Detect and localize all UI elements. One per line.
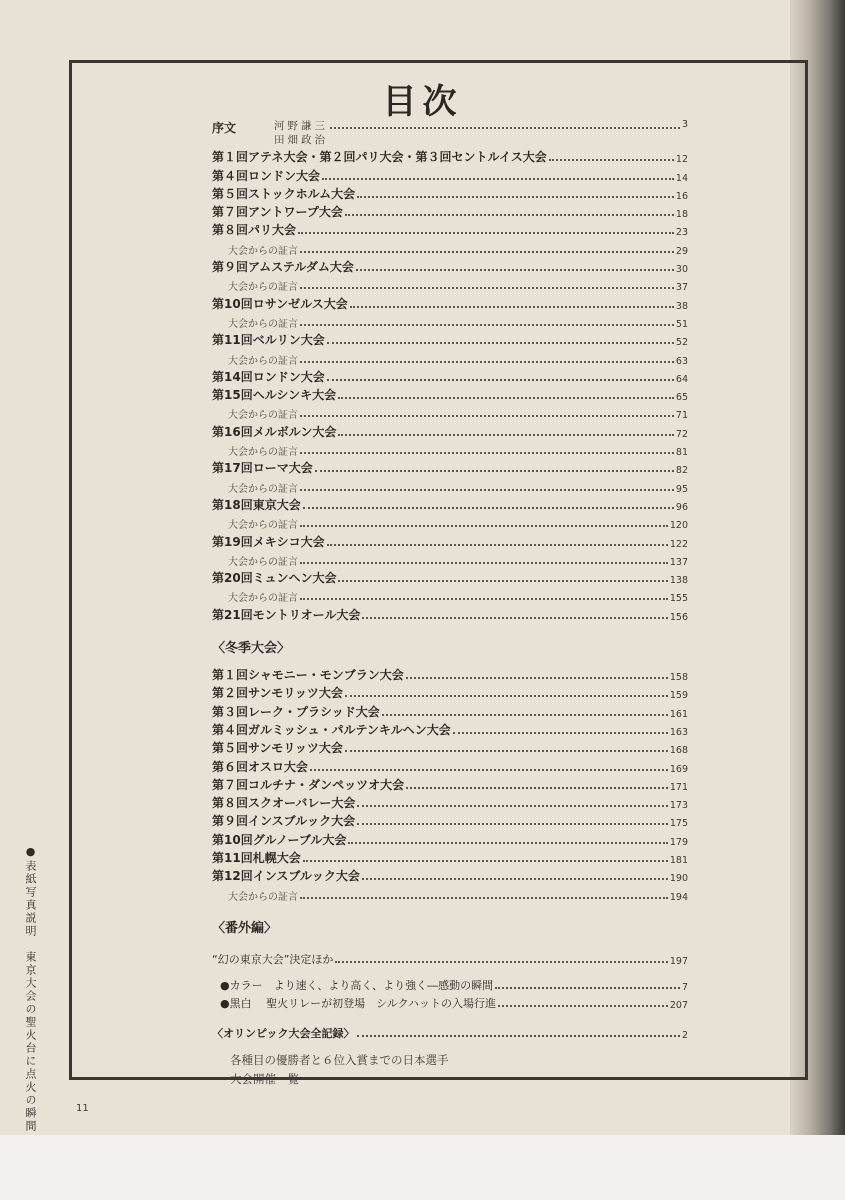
leader-dots <box>322 178 674 180</box>
extra-item-page: 197 <box>669 955 688 967</box>
leader-dots <box>357 196 674 198</box>
winter-games-page: 168 <box>669 745 688 757</box>
summer-games-row <box>212 604 688 622</box>
leader-dots <box>362 617 668 619</box>
leader-dots <box>300 251 674 253</box>
summer-games-page: 14 <box>675 172 688 184</box>
summer-games-page: 18 <box>675 209 688 221</box>
winter-games-row <box>212 811 688 829</box>
winter-games-label: 第３回レーク・プラシッド大会 <box>212 704 380 719</box>
leader-dots <box>338 397 674 399</box>
leader-dots <box>327 544 668 546</box>
summer-games-page: 64 <box>675 373 688 385</box>
testimony-label: 大会からの証言 <box>228 410 298 422</box>
photo-section-list <box>212 975 688 1012</box>
leader-dots <box>330 127 680 129</box>
winter-games-label: 第４回ガルミッシュ・パルテンキルヘン大会 <box>212 722 451 737</box>
winter-heading: 〈冬季大会〉 <box>212 640 291 656</box>
testimony-page: 120 <box>669 520 688 532</box>
testimony-row <box>212 550 688 568</box>
photo-section-page: 7 <box>681 981 688 993</box>
summer-games-page: 16 <box>675 190 688 202</box>
testimony-page: 71 <box>675 410 688 422</box>
summer-games-label: 第５回ストックホルム大会 <box>212 186 356 201</box>
summer-games-page: 138 <box>669 575 688 587</box>
leader-dots <box>357 1035 680 1037</box>
leader-dots <box>300 452 674 454</box>
winter-games-page: 173 <box>669 800 688 812</box>
summer-games-row <box>212 202 688 220</box>
summer-games-page: 122 <box>669 538 688 550</box>
testimony-label: 大会からの証言 <box>228 520 298 532</box>
testimony-page: 81 <box>675 447 688 459</box>
leader-dots <box>350 306 674 308</box>
winter-games-page: 159 <box>669 690 688 702</box>
summer-games-row <box>212 220 688 238</box>
summer-games-page: 82 <box>675 465 688 477</box>
summer-games-page: 23 <box>675 227 688 239</box>
winter-games-label: 第７回コルチナ・ダンペッツオ大会 <box>212 777 405 792</box>
summer-games-list <box>212 147 688 623</box>
toc-preface <box>212 117 688 147</box>
winter-games-label: 第１回シャモニー・モンブラン大会 <box>212 668 404 683</box>
winter-games-label: 第６回オスロ大会 <box>212 759 308 774</box>
summer-games-label: 第15回ヘルシンキ大会 <box>212 388 337 403</box>
summer-games-row <box>212 421 688 439</box>
testimony-row <box>212 476 688 494</box>
testimony-label: 大会からの証言 <box>228 282 298 294</box>
testimony-row <box>212 312 688 330</box>
summer-games-page: 30 <box>675 264 688 276</box>
winter-games-label: 第11回札幌大会 <box>212 850 301 865</box>
winter-games-row <box>212 775 688 793</box>
leader-dots <box>357 823 668 825</box>
winter-games-row <box>212 738 688 756</box>
leader-dots <box>300 489 674 491</box>
winter-games-label: 第８回スクオーバレー大会 <box>212 796 356 811</box>
testimony-page: 63 <box>675 355 688 367</box>
page-title: 目次 <box>382 82 463 122</box>
page-number: 11 <box>76 1103 89 1114</box>
photo-section-row <box>212 975 688 993</box>
summer-games-label: 第17回ローマ大会 <box>212 461 313 476</box>
summer-games-page: 12 <box>675 154 688 166</box>
testimony-row <box>212 403 688 421</box>
leader-dots <box>549 159 674 161</box>
winter-games-row <box>212 829 688 847</box>
winter-games-page: 190 <box>669 873 688 885</box>
winter-games-label: 第９回インスブルック大会 <box>212 814 356 829</box>
records-note: 大会開催一覧 <box>230 1072 299 1087</box>
summer-games-label: 第21回モントリオール大会 <box>212 607 361 622</box>
testimony-label: 大会からの証言 <box>228 593 298 605</box>
records-notes <box>212 1051 688 1089</box>
testimony-page: 29 <box>675 245 688 257</box>
summer-games-page: 96 <box>675 501 688 513</box>
testimony-label: 大会からの証言 <box>228 556 298 568</box>
winter-games-label: 第10回グルノーブル大会 <box>212 832 347 847</box>
leader-dots <box>300 361 674 363</box>
testimony-label: 大会からの証言 <box>228 447 298 459</box>
testimony-page: 194 <box>669 891 688 903</box>
winter-games-row <box>212 665 688 683</box>
leader-dots <box>300 562 668 564</box>
summer-games-page: 38 <box>675 300 688 312</box>
summer-games-row <box>212 293 688 311</box>
testimony-page: 37 <box>675 282 688 294</box>
testimony-row <box>212 513 688 531</box>
leader-dots <box>406 677 668 679</box>
preface-author: 田畑政治 <box>274 134 328 146</box>
leader-dots <box>338 580 667 582</box>
winter-games-page: 175 <box>669 818 688 830</box>
testimony-label: 大会からの証言 <box>228 318 298 330</box>
leader-dots <box>382 714 668 716</box>
extra-list <box>212 945 688 967</box>
records-note: 各種目の優勝者と６位入賞までの日本選手 <box>230 1053 449 1068</box>
summer-games-page: 52 <box>675 337 688 349</box>
leader-dots <box>300 598 668 600</box>
testimony-label: 大会からの証言 <box>228 245 298 257</box>
summer-games-row <box>212 330 688 348</box>
summer-games-page: 65 <box>675 392 688 404</box>
leader-dots <box>303 860 668 862</box>
leader-dots <box>345 214 674 216</box>
winter-games-page: 169 <box>669 763 688 775</box>
preface-authors <box>274 119 328 147</box>
summer-games-label: 第18回東京大会 <box>212 497 301 512</box>
winter-games-row <box>212 720 688 738</box>
summer-games-page: 72 <box>675 428 688 440</box>
summer-games-label: 第９回アムステルダム大会 <box>212 260 354 275</box>
testimony-page: 155 <box>669 593 688 605</box>
testimony-label: 大会からの証言 <box>228 891 298 903</box>
records-heading: 〈オリンピック大会全記録〉 <box>212 1027 355 1041</box>
leader-dots <box>345 750 668 752</box>
leader-dots <box>453 732 668 734</box>
testimony-page: 51 <box>675 318 688 330</box>
winter-games-row <box>212 701 688 719</box>
summer-games-row <box>212 568 688 586</box>
photo-section-page: 207 <box>669 1000 688 1012</box>
summer-games-label: 第11回ベルリン大会 <box>212 333 325 348</box>
leader-dots <box>357 805 667 807</box>
testimony-page: 95 <box>675 483 688 495</box>
winter-games-row <box>212 866 688 884</box>
records-row <box>212 1019 688 1041</box>
extra-item-label: “幻の東京大会”決定ほか <box>212 952 334 966</box>
leader-dots <box>300 324 674 326</box>
records-page: 2 <box>681 1030 688 1042</box>
leader-dots <box>345 695 668 697</box>
summer-games-row <box>212 495 688 513</box>
table-of-contents <box>212 117 688 1089</box>
photo-section-row <box>212 993 688 1011</box>
extra-item-row <box>212 945 688 967</box>
winter-games-page: 171 <box>669 781 688 793</box>
testimony-label: 大会からの証言 <box>228 483 298 495</box>
summer-games-row <box>212 257 688 275</box>
leader-dots <box>348 842 667 844</box>
photo-section-label: ●カラー より速く、より高く、より強く―感動の瞬間 <box>220 978 494 992</box>
winter-games-row <box>212 756 688 774</box>
summer-games-row <box>212 165 688 183</box>
leader-dots <box>300 415 674 417</box>
cover-photo-caption: ●表紙写真説明 東京大会の聖火台に点火の瞬間 <box>24 845 37 1133</box>
testimony-row <box>212 348 688 366</box>
winter-games-list <box>212 665 688 903</box>
summer-games-label: 第７回アントワープ大会 <box>212 205 343 220</box>
leader-dots <box>356 269 674 271</box>
summer-games-row <box>212 385 688 403</box>
summer-games-label: 第８回パリ大会 <box>212 223 297 238</box>
preface-page: 3 <box>681 119 688 130</box>
testimony-row <box>212 440 688 458</box>
preface-author: 河野謙三 <box>274 120 328 132</box>
leader-dots <box>300 897 668 899</box>
winter-games-label: 第12回インスブルック大会 <box>212 869 360 884</box>
winter-games-row <box>212 793 688 811</box>
summer-games-label: 第10回ロサンゼルス大会 <box>212 296 348 311</box>
leader-dots <box>315 470 674 472</box>
winter-games-row <box>212 683 688 701</box>
leader-dots <box>498 1005 668 1007</box>
summer-games-label: 第１回アテネ大会・第２回パリ大会・第３回セントルイス大会 <box>212 150 547 165</box>
leader-dots <box>406 787 668 789</box>
winter-games-label: 第２回サンモリッツ大会 <box>212 686 343 701</box>
summer-games-row <box>212 184 688 202</box>
summer-games-row <box>212 367 688 385</box>
leader-dots <box>300 525 668 527</box>
summer-games-page: 156 <box>669 611 688 623</box>
leader-dots <box>303 507 674 509</box>
leader-dots <box>338 434 674 436</box>
leader-dots <box>310 769 668 771</box>
summer-games-row <box>212 147 688 165</box>
leader-dots <box>495 987 680 989</box>
extra-heading: 〈番外編〉 <box>212 920 278 936</box>
summer-games-label: 第20回ミュンヘン大会 <box>212 571 337 586</box>
winter-games-page: 179 <box>669 836 688 848</box>
winter-games-page: 161 <box>669 708 688 720</box>
leader-dots <box>335 961 667 963</box>
summer-games-label: 第16回メルボルン大会 <box>212 424 337 439</box>
testimony-label: 大会からの証言 <box>228 355 298 367</box>
winter-games-page: 163 <box>669 726 688 738</box>
testimony-row <box>212 275 688 293</box>
photo-section-label: ●黒白 聖火リレーが初登場 シルクハットの入場行進 <box>220 997 496 1011</box>
summer-games-row <box>212 458 688 476</box>
leader-dots <box>327 342 674 344</box>
testimony-row <box>212 884 688 902</box>
testimony-row <box>212 238 688 256</box>
summer-games-label: 第14回ロンドン大会 <box>212 369 325 384</box>
summer-games-label: 第19回メキシコ大会 <box>212 534 325 549</box>
winter-games-label: 第５回サンモリッツ大会 <box>212 741 343 756</box>
leader-dots <box>300 287 674 289</box>
leader-dots <box>327 379 674 381</box>
testimony-page: 137 <box>669 556 688 568</box>
testimony-row <box>212 586 688 604</box>
summer-games-label: 第４回ロンドン大会 <box>212 168 321 183</box>
summer-games-row <box>212 531 688 549</box>
winter-games-page: 158 <box>669 672 688 684</box>
preface-label: 序文 <box>212 121 237 135</box>
winter-games-row <box>212 848 688 866</box>
leader-dots <box>362 878 668 880</box>
leader-dots <box>298 232 674 234</box>
winter-games-page: 181 <box>669 854 688 866</box>
